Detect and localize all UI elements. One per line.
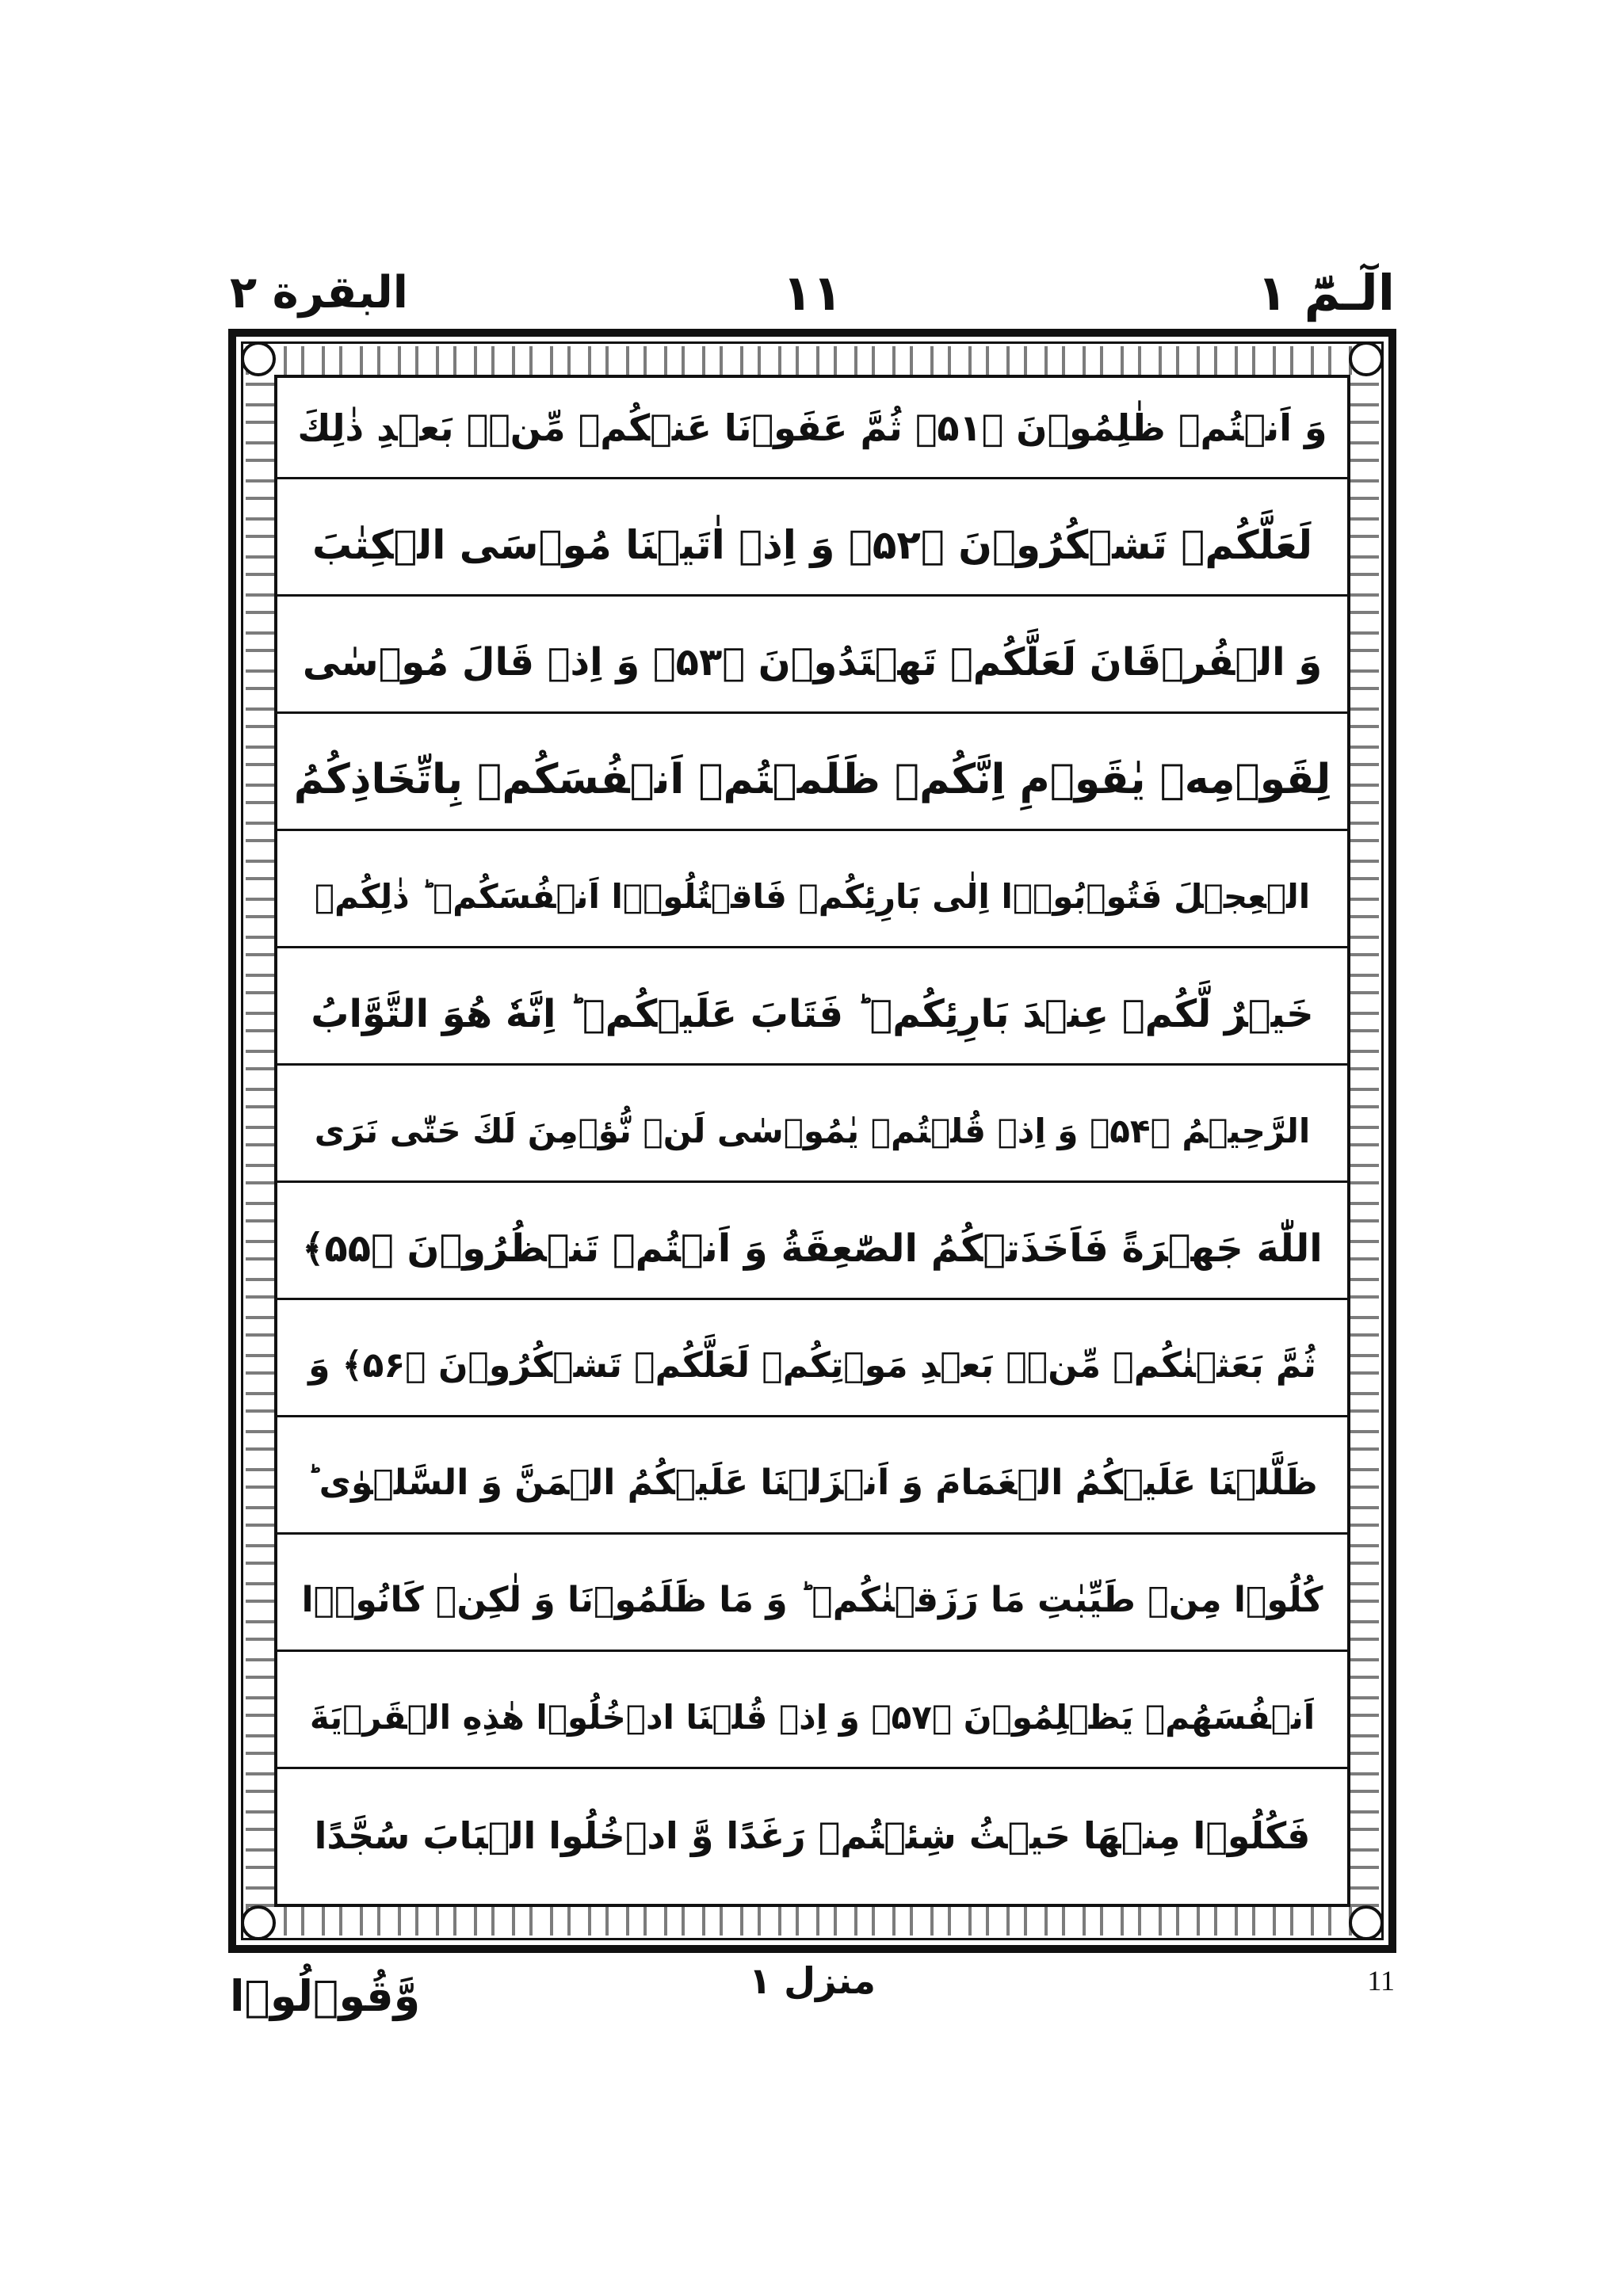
text-line-11: كُلُوۡا مِنۡ طَيِّبٰتِ مَا رَزَقۡنٰكُمۡ ؕ وَ مَا ظَلَمُوۡنَا وَ لٰكِنۡ كَانُوۡۤا xyxy=(277,1550,1347,1652)
text-line-6: خَيۡرٌ لَّكُمۡ عِنۡدَ بَارِئِكُمۡ ؕ فَتَابَ عَلَيۡكُمۡ ؕ اِنَّهٗ هُوَ التَّوَّابُ xyxy=(277,964,1347,1066)
text-line-10: ظَلَّلۡنَا عَلَيۡكُمُ الۡغَمَامَ وَ اَنۡزَلۡنَا عَلَيۡكُمُ الۡمَنَّ وَ السَّلۡوٰى ؕ xyxy=(277,1433,1347,1535)
catchword: وَّقُوۡلُوۡا xyxy=(230,1971,421,2021)
ornament-left xyxy=(246,375,274,1907)
page-footer xyxy=(230,1957,1395,2044)
surah-label: البقرة ٢ xyxy=(230,267,408,318)
page-number: 11 xyxy=(1367,1965,1395,1997)
corner-ornament-icon xyxy=(241,341,276,376)
text-line-2: لَعَلَّكُمۡ تَشۡكُرُوۡنَ ﴿۵۲﴾ وَ اِذۡ اٰتَيۡنَا مُوۡسَى الۡكِتٰبَ xyxy=(277,495,1347,597)
text-line-5: الۡعِجۡلَ فَتُوۡبُوۡۤا اِلٰى بَارِئِكُمۡ فَاقۡتُلُوۡۤا اَنۡفُسَكُمۡ ؕ ذٰلِكُمۡ xyxy=(277,847,1347,948)
text-line-9: ثُمَّ بَعَثۡنٰكُمۡ مِّنۡۢ بَعۡدِ مَوۡتِكُمۡ لَعَلَّكُمۡ تَشۡكُرُوۡنَ ﴿۵۶﴾ وَ xyxy=(277,1316,1347,1417)
manzil-label: منزل ١ xyxy=(749,1959,876,2002)
corner-ornament-icon xyxy=(241,1905,276,1940)
ornament-top xyxy=(246,346,1379,375)
page-number-arabic: ١١ xyxy=(782,264,842,322)
text-line-1: وَ اَنۡتُمۡ ظٰلِمُوۡنَ ﴿۵۱﴾ ثُمَّ عَفَوۡنَا عَنۡكُمۡ مِّنۡۢ بَعۡدِ ذٰلِكَ xyxy=(277,378,1347,479)
quran-text-block xyxy=(274,375,1350,1907)
text-line-13: فَكُلُوۡا مِنۡهَا حَيۡثُ شِئۡتُمۡ رَغَدًا وَّ ادۡخُلُوا الۡبَابَ سُجَّدًا xyxy=(314,1814,1311,1857)
text-line-7: الرَّحِيۡمُ ﴿۵۴﴾ وَ اِذۡ قُلۡتُمۡ يٰمُوۡسٰى لَنۡ نُّؤۡمِنَ لَكَ حَتّٰى نَرَى xyxy=(277,1081,1347,1183)
corner-ornament-icon xyxy=(1349,341,1384,376)
juz-label: الٓـمّٓ ١ xyxy=(1257,264,1395,322)
text-line-3: وَ الۡفُرۡقَانَ لَعَلَّكُمۡ تَهۡتَدُوۡنَ ﴿۵۳﴾ وَ اِذۡ قَالَ مُوۡسٰى xyxy=(277,612,1347,714)
text-line-12: اَنۡفُسَهُمۡ يَظۡلِمُوۡنَ ﴿۵۷﴾ وَ اِذۡ قُلۡنَا ادۡخُلُوۡا هٰذِهِ الۡقَرۡيَةَ xyxy=(277,1668,1347,1769)
corner-ornament-icon xyxy=(1349,1905,1384,1940)
text-line-4: لِقَوۡمِهٖ يٰقَوۡمِ اِنَّكُمۡ ظَلَمۡتُمۡ اَنۡفُسَكُمۡ بِاتِّخَاذِكُمُ xyxy=(277,730,1347,831)
ornament-bottom xyxy=(246,1907,1379,1936)
text-line-8: اللّٰهَ جَهۡرَةً فَاَخَذَتۡكُمُ الصّٰعِقَةُ وَ اَنۡتُمۡ تَنۡظُرُوۡنَ ﴿۵۵﴾ xyxy=(277,1199,1347,1300)
page-header xyxy=(230,261,1395,325)
ornament-right xyxy=(1350,375,1379,1907)
